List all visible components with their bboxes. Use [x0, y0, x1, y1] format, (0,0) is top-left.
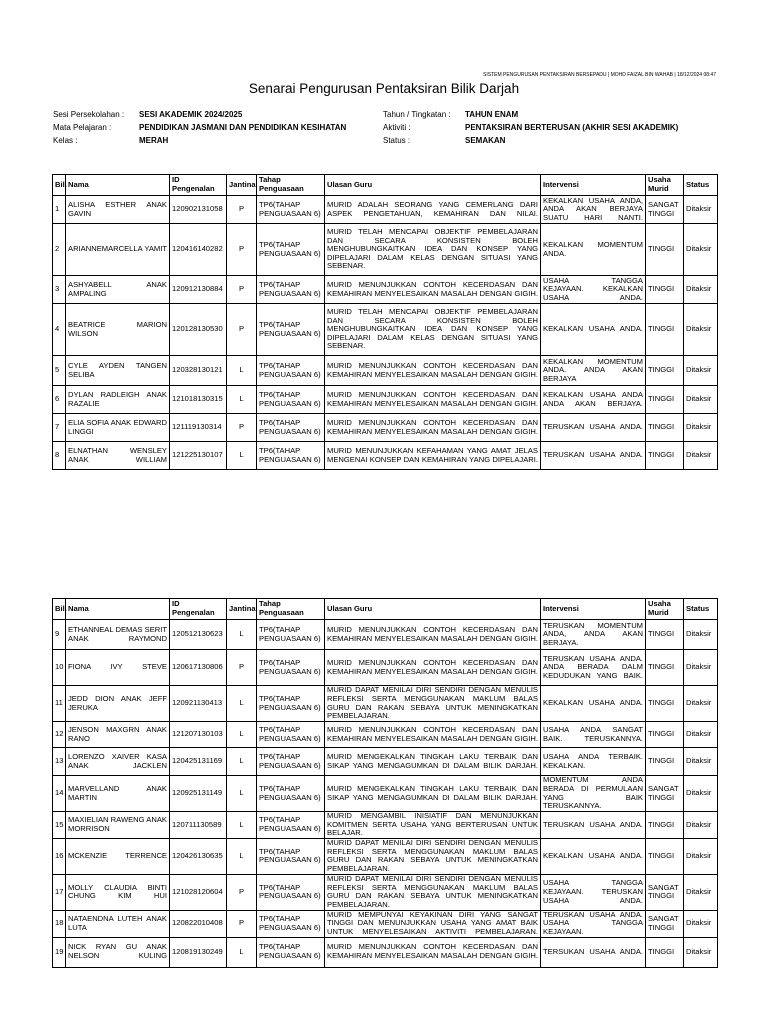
table-row — [53, 748, 718, 776]
table-row — [53, 838, 718, 874]
cell-jantina: P — [227, 910, 257, 937]
cell-id: 120902131058 — [170, 196, 227, 224]
cell-intervensi: KEKALKAN MOMENTUM ANDA. ANDA AKAN BERJAYA — [541, 356, 646, 386]
column-header-id-pengenalan: ID Pengenalan — [170, 175, 227, 196]
sesi-value: SESI AKADEMIK 2024/2025 — [139, 110, 243, 119]
cell-intervensi: TERUSKAN USAHA ANDA. — [541, 442, 646, 470]
cell-nama: ALISHA ESTHER ANAK GAVIN — [66, 196, 170, 224]
cell-intervensi: KEKALKAN USAHA ANDA. — [541, 838, 646, 874]
cell-status: Ditaksir — [684, 386, 718, 414]
cell-id: 121119130314 — [170, 414, 227, 442]
cell-status: Ditaksir — [684, 276, 718, 304]
cell-usaha: TINGGI — [646, 812, 684, 839]
cell-tahap: TP6(TAHAP PENGUASAAN 6) — [257, 748, 325, 776]
cell-status: Ditaksir — [684, 722, 718, 748]
cell-tahap: TP6(TAHAP PENGUASAAN 6) — [257, 224, 325, 276]
cell-nama: ETHANNEAL DEMAS SERIT ANAK RAYMOND — [66, 620, 170, 650]
cell-bil: 2 — [53, 224, 66, 276]
cell-bil: 1 — [53, 196, 66, 224]
cell-tahap: TP6(TAHAP PENGUASAAN 6) — [257, 356, 325, 386]
cell-tahap: TP6(TAHAP PENGUASAAN 6) — [257, 442, 325, 470]
cell-ulasan: MURID MENUNJUKKAN CONTOH KECERDASAN DAN KEMAHIRAN MENYELESAIKAN MASALAH DENGAN GIGIH. — [325, 722, 541, 748]
cell-jantina: L — [227, 686, 257, 722]
cell-nama: BEATRICE MARION WILSON — [66, 304, 170, 356]
column-header-status: Status — [684, 175, 718, 196]
cell-jantina: L — [227, 442, 257, 470]
cell-id: 120819130249 — [170, 937, 227, 967]
cell-status: Ditaksir — [684, 838, 718, 874]
aktiviti-value: PENTAKSIRAN BERTERUSAN (AKHIR SESI AKADEMIK) — [465, 123, 679, 132]
cell-intervensi: TERUSKAN MOMENTUM ANDA, ANDA AKAN BERJAYA. — [541, 620, 646, 650]
table-header-row — [53, 175, 718, 196]
cell-intervensi: TERUSKAN USAHA ANDA. — [541, 812, 646, 839]
column-header-usaha-murid: Usaha Murid — [646, 175, 684, 196]
table-row — [53, 356, 718, 386]
column-header-intervensi: Intervensi — [541, 599, 646, 620]
cell-jantina: P — [227, 414, 257, 442]
cell-id: 120617130806 — [170, 650, 227, 686]
cell-id: 120822010408 — [170, 910, 227, 937]
cell-nama: ELNATHAN WENSLEY ANAK WILLIAM — [66, 442, 170, 470]
student-table-page-1 — [52, 174, 718, 470]
cell-status: Ditaksir — [684, 748, 718, 776]
cell-usaha: SANGAT TINGGI — [646, 874, 684, 910]
cell-intervensi: TERUSKAN USAHA ANDA. USAHA TANGGA KEJAYAAN. — [541, 910, 646, 937]
cell-intervensi: USAHA TANGGA KEJAYAAN. KEKALKAN USAHA ANDA. — [541, 276, 646, 304]
column-header-status: Status — [684, 599, 718, 620]
cell-usaha: SANGAT TINGGI — [646, 776, 684, 812]
cell-status: Ditaksir — [684, 874, 718, 910]
cell-id: 121225130107 — [170, 442, 227, 470]
tahun-label: Tahun / Tingkatan : — [383, 110, 451, 119]
cell-nama: ARIANNEMARCELLA YAMIT — [66, 224, 170, 276]
column-header-nama: Nama — [66, 599, 170, 620]
cell-jantina: L — [227, 386, 257, 414]
table-row — [53, 224, 718, 276]
cell-bil: 19 — [53, 937, 66, 967]
cell-ulasan: MURID DAPAT MENILAI DIRI SENDIRI DENGAN MENULIS REFLEKSI SERTA MENGGUNAKAN MAKLUM BALAS GURU DAN RAKAN SEBAYA UNTUK MENINGKATKAN PEMBELAJARAN. — [325, 838, 541, 874]
cell-ulasan: MURID MENGEKALKAN TINGKAH LAKU TERBAIK DAN SIKAP YANG MENGAGUMKAN DI DALAM BILIK DARJAH. — [325, 776, 541, 812]
table-row — [53, 620, 718, 650]
cell-bil: 3 — [53, 276, 66, 304]
cell-ulasan: MURID MENUNJUKKAN KEFAHAMAN YANG AMAT JELAS MENGENAI KONSEP DAN KEMAHIRAN YANG DIPELAJARI. — [325, 442, 541, 470]
cell-id: 120425131169 — [170, 748, 227, 776]
cell-intervensi: KEKALKAN USAHA ANDA ANDA AKAN BERJAYA. — [541, 386, 646, 414]
cell-jantina: L — [227, 748, 257, 776]
table-row — [53, 812, 718, 839]
column-header-jantina: Jantina — [227, 599, 257, 620]
cell-intervensi: KEKALKAN USAHA ANDA. — [541, 304, 646, 356]
cell-id: 120416140282 — [170, 224, 227, 276]
cell-usaha: TINGGI — [646, 937, 684, 967]
cell-status: Ditaksir — [684, 650, 718, 686]
cell-intervensi: KEKALKAN USAHA ANDA, ANDA AKAN BERJAYA SUATU HARI NANTI. — [541, 196, 646, 224]
cell-nama: MOLLY CLAUDIA BINTI CHUNG KIM HUI — [66, 874, 170, 910]
cell-nama: NATAENDNA LUTEH ANAK LUTA — [66, 910, 170, 937]
cell-tahap: TP6(TAHAP PENGUASAAN 6) — [257, 776, 325, 812]
cell-intervensi: USAHA ANDA SANGAT BAIK. TERUSKANNYA. — [541, 722, 646, 748]
cell-bil: 12 — [53, 722, 66, 748]
cell-id: 120426130635 — [170, 838, 227, 874]
cell-intervensi: USAHA ANDA TERBAIK. KEKALKAN. — [541, 748, 646, 776]
cell-id: 120925131149 — [170, 776, 227, 812]
cell-nama: JENSON MAXGRN ANAK RANO — [66, 722, 170, 748]
cell-tahap: TP6(TAHAP PENGUASAAN 6) — [257, 686, 325, 722]
sesi-label: Sesi Persekolahan : — [53, 110, 125, 119]
cell-nama: MCKENZIE TERRENCE — [66, 838, 170, 874]
cell-status: Ditaksir — [684, 304, 718, 356]
kelas-label: Kelas : — [53, 136, 78, 145]
cell-usaha: TINGGI — [646, 686, 684, 722]
cell-nama: ELIA SOFIA ANAK EDWARD LINGGI — [66, 414, 170, 442]
cell-jantina: L — [227, 838, 257, 874]
tahun-value: TAHUN ENAM — [465, 110, 519, 119]
cell-ulasan: MURID MENUNJUKKAN CONTOH KECERDASAN DAN KEMAHIRAN MENYELESAIKAN MASALAH DENGAN GIGIH. — [325, 937, 541, 967]
cell-status: Ditaksir — [684, 937, 718, 967]
cell-bil: 11 — [53, 686, 66, 722]
cell-nama: CYLE AYDEN TANGEN SELIBA — [66, 356, 170, 386]
cell-usaha: SANGAT TINGGI — [646, 910, 684, 937]
cell-ulasan: MURID ADALAH SEORANG YANG CEMERLANG DARI ASPEK PENGETAHUAN, KEMAHIRAN DAN NILAI. — [325, 196, 541, 224]
cell-usaha: SANGAT TINGGI — [646, 196, 684, 224]
cell-tahap: TP6(TAHAP PENGUASAAN 6) — [257, 722, 325, 748]
cell-status: Ditaksir — [684, 356, 718, 386]
status-label: Status : — [383, 136, 411, 145]
cell-tahap: TP6(TAHAP PENGUASAAN 6) — [257, 196, 325, 224]
cell-usaha: TINGGI — [646, 620, 684, 650]
mapel-label: Mata Pelajaran : — [53, 123, 112, 132]
cell-tahap: TP6(TAHAP PENGUASAAN 6) — [257, 910, 325, 937]
cell-tahap: TP6(TAHAP PENGUASAAN 6) — [257, 620, 325, 650]
cell-bil: 4 — [53, 304, 66, 356]
cell-jantina: L — [227, 812, 257, 839]
cell-id: 121207130103 — [170, 722, 227, 748]
table-row — [53, 276, 718, 304]
page-title: Senarai Pengurusan Pentaksiran Bilik Darjah — [248, 81, 520, 96]
table-header-row — [53, 599, 718, 620]
cell-nama: NICK RYAN GU ANAK NELSON KULING — [66, 937, 170, 967]
table-row — [53, 910, 718, 937]
mapel-value: PENDIDIKAN JASMANI DAN PENDIDIKAN KESIHATAN — [139, 123, 347, 132]
cell-nama: ASHYABELL ANAK AMPALING — [66, 276, 170, 304]
cell-nama: LORENZO XAIVER KASA ANAK JACKLEN — [66, 748, 170, 776]
cell-tahap: TP6(TAHAP PENGUASAAN 6) — [257, 386, 325, 414]
cell-ulasan: MURID TELAH MENCAPAI OBJEKTIF PEMBELAJARAN DAN SECARA KONSISTEN BOLEH MENGHUBUNGKAITKAN IDEA DAN KONSEP YANG DIPELAJARI DALAM KELAS DENGAN SITUASI YANG SEBENAR. — [325, 304, 541, 356]
cell-id: 120921130413 — [170, 686, 227, 722]
table-row — [53, 937, 718, 967]
cell-ulasan: MURID MENUNJUKKAN CONTOH KECERDASAN DAN KEMAHIRAN MENYELESAIKAN MASALAH DENGAN GIGIH. — [325, 276, 541, 304]
cell-tahap: TP6(TAHAP PENGUASAAN 6) — [257, 812, 325, 839]
cell-nama: FIONA IVY STEVE — [66, 650, 170, 686]
table-row — [53, 386, 718, 414]
column-header-id-pengenalan: ID Pengenalan — [170, 599, 227, 620]
cell-id: 121028120604 — [170, 874, 227, 910]
table-row — [53, 414, 718, 442]
cell-intervensi: TERUSKAN USAHA ANDA. — [541, 414, 646, 442]
cell-intervensi: TERSUKAN USAHA ANDA. — [541, 937, 646, 967]
cell-usaha: TINGGI — [646, 276, 684, 304]
cell-usaha: TINGGI — [646, 356, 684, 386]
column-header-usaha-murid: Usaha Murid — [646, 599, 684, 620]
cell-id: 120512130623 — [170, 620, 227, 650]
cell-id: 121018130315 — [170, 386, 227, 414]
cell-intervensi: USAHA TANGGA KEJAYAAN. TERUSKAN USAHA ANDA. — [541, 874, 646, 910]
cell-ulasan: MURID MENUNJUKKAN CONTOH KECERDASAN DAN KEMAHIRAN MENYELESAIKAN MASALAH DENGAN GIGIH. — [325, 414, 541, 442]
cell-tahap: TP6(TAHAP PENGUASAAN 6) — [257, 937, 325, 967]
cell-bil: 15 — [53, 812, 66, 839]
cell-usaha: TINGGI — [646, 838, 684, 874]
cell-tahap: TP6(TAHAP PENGUASAAN 6) — [257, 650, 325, 686]
cell-usaha: TINGGI — [646, 650, 684, 686]
cell-bil: 16 — [53, 838, 66, 874]
cell-jantina: P — [227, 650, 257, 686]
cell-jantina: L — [227, 776, 257, 812]
cell-ulasan: MURID MENUNJUKKAN CONTOH KECERDASAN DAN KEMAHIRAN MENYELESAIKAN MASALAH DENGAN GIGIH. — [325, 620, 541, 650]
cell-usaha: TINGGI — [646, 442, 684, 470]
cell-bil: 18 — [53, 910, 66, 937]
table-row — [53, 196, 718, 224]
cell-usaha: TINGGI — [646, 722, 684, 748]
cell-jantina: P — [227, 196, 257, 224]
table-row — [53, 442, 718, 470]
cell-tahap: TP6(TAHAP PENGUASAAN 6) — [257, 838, 325, 874]
table-row — [53, 650, 718, 686]
cell-ulasan: MURID MENUNJUKKAN CONTOH KECERDASAN DAN KEMAHIRAN MENYELESAIKAN MASALAH DENGAN GIGIH. — [325, 386, 541, 414]
cell-tahap: TP6(TAHAP PENGUASAAN 6) — [257, 874, 325, 910]
table-row — [53, 304, 718, 356]
cell-ulasan: MURID MENGEKALKAN TINGKAH LAKU TERBAIK DAN SIKAP YANG MENGAGUMKAN DI DALAM BILIK DARJAH. — [325, 748, 541, 776]
student-table-page-2 — [52, 598, 718, 968]
cell-nama: JEDD DION ANAK JEFF JERUKA — [66, 686, 170, 722]
column-header-jantina: Jantina — [227, 175, 257, 196]
cell-jantina: L — [227, 937, 257, 967]
cell-status: Ditaksir — [684, 620, 718, 650]
cell-jantina: P — [227, 874, 257, 910]
cell-ulasan: MURID MENGAMBIL INISIATIF DAN MENUNJUKKAN KOMITMEN SERTA USAHA YANG BERTERUSAN UNTUK BELAJAR. — [325, 812, 541, 839]
cell-status: Ditaksir — [684, 414, 718, 442]
cell-tahap: TP6(TAHAP PENGUASAAN 6) — [257, 276, 325, 304]
cell-id: 120912130884 — [170, 276, 227, 304]
cell-bil: 17 — [53, 874, 66, 910]
cell-bil: 8 — [53, 442, 66, 470]
cell-intervensi: KEKALKAN USAHA ANDA. — [541, 686, 646, 722]
cell-jantina: P — [227, 224, 257, 276]
cell-status: Ditaksir — [684, 910, 718, 937]
cell-status: Ditaksir — [684, 224, 718, 276]
cell-jantina: L — [227, 620, 257, 650]
column-header-tahap-penguasaan: Tahap Penguasaan — [257, 599, 325, 620]
cell-ulasan: MURID MENUNJUKKAN CONTOH KECERDASAN DAN KEMAHIRAN MENYELESAIKAN MASALAH DENGAN GIGIH. — [325, 650, 541, 686]
column-header-bil: Bil. — [53, 599, 66, 620]
cell-ulasan: MURID MENUNJUKKAN CONTOH KECERDASAN DAN KEMAHIRAN MENYELESAIKAN MASALAH DENGAN GIGIH. — [325, 356, 541, 386]
cell-intervensi: MOMENTUM ANDA BERADA DI PERMULAAN YANG BAIK TERUSKANNYA. — [541, 776, 646, 812]
column-header-intervensi: Intervensi — [541, 175, 646, 196]
cell-nama: MAXIELIAN RAWENG ANAK MORRISON — [66, 812, 170, 839]
cell-status: Ditaksir — [684, 196, 718, 224]
cell-bil: 6 — [53, 386, 66, 414]
cell-ulasan: MURID MEMPUNYAI KEYAKINAN DIRI YANG SANGAT TINGGI DAN MENUNJUKKAN USAHA YANG AMAT BAIK UNTUK MENYELESAIKAN AKTIVITI PEMBELAJARAN. — [325, 910, 541, 937]
cell-usaha: TINGGI — [646, 224, 684, 276]
table-row — [53, 874, 718, 910]
cell-intervensi: TERUSKAN USAHA ANDA. ANDA BERADA DALM KEDUDUKAN YANG BAIK. — [541, 650, 646, 686]
cell-usaha: TINGGI — [646, 414, 684, 442]
kelas-value: MERAH — [139, 136, 169, 145]
cell-usaha: TINGGI — [646, 748, 684, 776]
cell-nama: DYLAN RADLEIGH ANAK RAZALIE — [66, 386, 170, 414]
cell-jantina: L — [227, 722, 257, 748]
cell-status: Ditaksir — [684, 812, 718, 839]
column-header-bil: Bil. — [53, 175, 66, 196]
cell-usaha: TINGGI — [646, 386, 684, 414]
table-row — [53, 686, 718, 722]
cell-status: Ditaksir — [684, 442, 718, 470]
cell-intervensi: KEKALKAN MOMENTUM ANDA. — [541, 224, 646, 276]
cell-tahap: TP6(TAHAP PENGUASAAN 6) — [257, 304, 325, 356]
cell-bil: 13 — [53, 748, 66, 776]
cell-id: 120711130589 — [170, 812, 227, 839]
cell-id: 120328130121 — [170, 356, 227, 386]
cell-bil: 7 — [53, 414, 66, 442]
cell-ulasan: MURID TELAH MENCAPAI OBJEKTIF PEMBELAJARAN DAN SECARA KONSISTEN BOLEH MENGHUBUNGKAITKAN IDEA DAN KONSEP YANG DIPELAJARI DALAM KELAS DENGAN SITUASI YANG SEBENAR. — [325, 224, 541, 276]
aktiviti-label: Aktiviti : — [383, 123, 411, 132]
column-header-ulasan-guru: Ulasan Guru — [325, 599, 541, 620]
cell-status: Ditaksir — [684, 776, 718, 812]
cell-usaha: TINGGI — [646, 304, 684, 356]
cell-jantina: L — [227, 356, 257, 386]
table-row — [53, 722, 718, 748]
cell-bil: 10 — [53, 650, 66, 686]
cell-bil: 9 — [53, 620, 66, 650]
system-info-line: SISTEM PENGURUSAN PENTAKSIRAN BERSEPADU | MOHD FAIZAL BIN WAHAB | 18/12/2024 08:47 — [483, 72, 716, 78]
cell-nama: MARVELLAND ANAK MARTIN — [66, 776, 170, 812]
column-header-nama: Nama — [66, 175, 170, 196]
cell-jantina: P — [227, 304, 257, 356]
cell-tahap: TP6(TAHAP PENGUASAAN 6) — [257, 414, 325, 442]
column-header-tahap-penguasaan: Tahap Penguasaan — [257, 175, 325, 196]
cell-status: Ditaksir — [684, 686, 718, 722]
cell-jantina: P — [227, 276, 257, 304]
cell-bil: 14 — [53, 776, 66, 812]
cell-bil: 5 — [53, 356, 66, 386]
column-header-ulasan-guru: Ulasan Guru — [325, 175, 541, 196]
table-row — [53, 776, 718, 812]
cell-id: 120128130530 — [170, 304, 227, 356]
cell-ulasan: MURID DAPAT MENILAI DIRI SENDIRI DENGAN MENULIS REFLEKSI SERTA MENGGUNAKAN MAKLUM BALAS GURU DAN RAKAN SEBAYA UNTUK MENINGKATKAN PEMBELAJARAN. — [325, 686, 541, 722]
cell-ulasan: MURID DAPAT MENILAI DIRI SENDIRI DENGAN MENULIS REFLEKSI SERTA MENGGUNAKAN MAKLUM BALAS GURU DAN RAKAN SEBAYA UNTUK MENINGKATKAN PEMBELAJARAN. — [325, 874, 541, 910]
status-value: SEMAKAN — [465, 136, 506, 145]
